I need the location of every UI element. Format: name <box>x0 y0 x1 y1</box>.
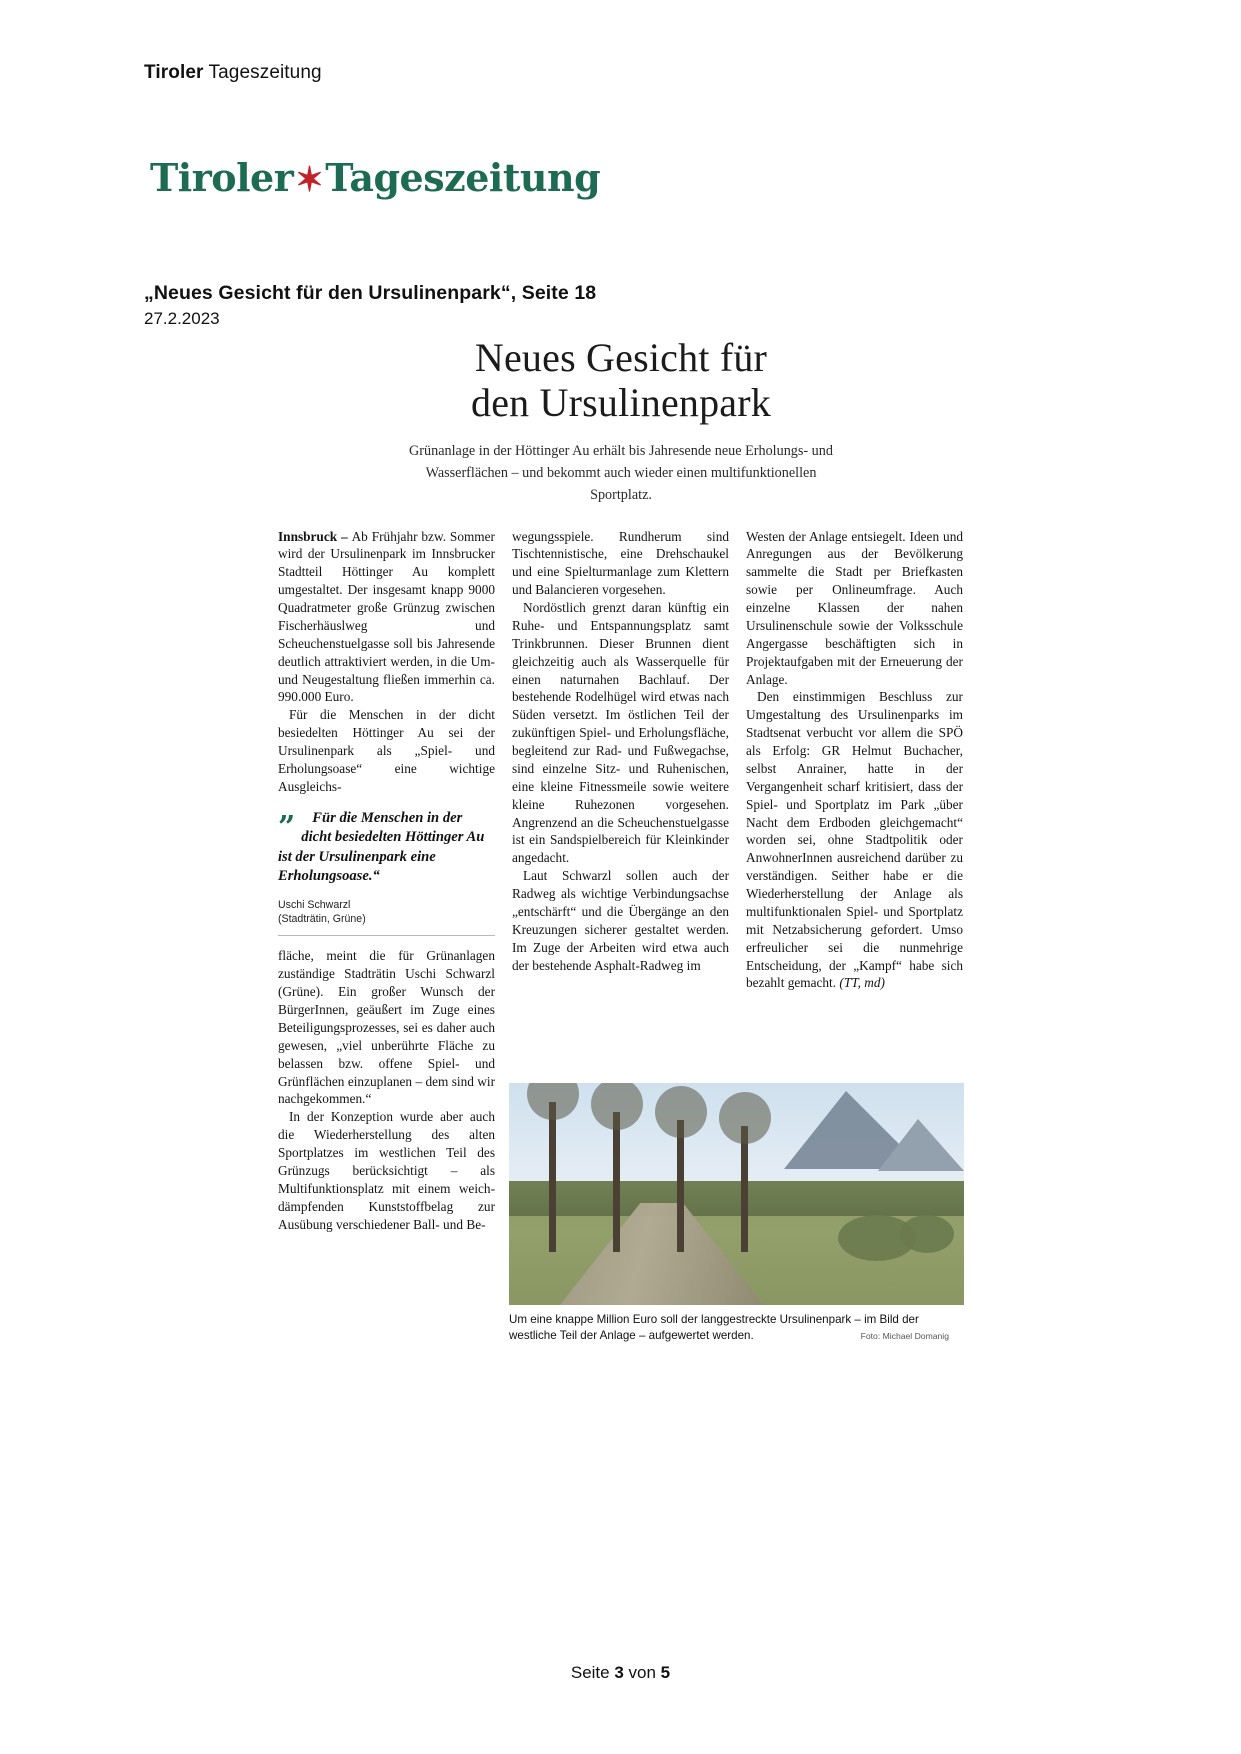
photo-caption <box>509 1312 949 1345</box>
pull-quote-role: (Stadträtin, Grüne) <box>278 912 366 925</box>
article-photo-block <box>509 1083 964 1345</box>
dateline: Innsbruck – <box>278 528 352 544</box>
article-column-3 <box>746 528 963 993</box>
photo-tree <box>677 1120 684 1252</box>
paragraph <box>278 528 495 707</box>
paragraph: Laut Schwarzl sollen auch der Radweg als wichtige Verbindungsachse „entschärft“ und die Übergänge an den Kreuzungen sicherer gestaltet werden. Im Zuge der Arbeiten wird etwa auch der bestehende Asphalt-Radweg im <box>512 868 729 973</box>
pull-quote-text: Für die Menschen in der dicht besiedelten Höttinger Au ist der Ursulinenpark eine Erholungsoase.“ <box>278 809 485 885</box>
footer-middle: von <box>623 1663 661 1682</box>
pull-quote-attribution <box>278 899 495 927</box>
pull-quote-author: Uschi Schwarzl <box>278 898 351 911</box>
photo-tree <box>741 1126 748 1252</box>
page-footer <box>0 1663 1241 1683</box>
document-header <box>144 62 322 84</box>
masthead-word-left: Tiroler <box>150 155 294 200</box>
paragraph: Für die Menschen in der dicht besiedelten Höttinger Au sei der Ursulinenpark als „Spiel- und Erholungsoase“ eine wichtige Ausgleichs- <box>278 707 495 794</box>
photo-mountain-secondary <box>878 1119 964 1171</box>
paragraph: In der Konzeption wurde aber auch die Wiederherstellung des alten Sportplatzes im westlichen Teil des Grünzugs berücksichtigt – als Multifunktionsplatz mit einem weich-dämpfenden Kunststoffbelag zur Ausübung verschiedener Ball- und Be- <box>278 1109 495 1232</box>
paragraph-text: Den einstimmigen Beschluss zur Umgestaltung des Ursulinenparks im Stadtsenat verbucht vor allem die SPÖ als Erfolg: GR Helmut Buchacher, selbst Anrainer, hatte in der Vergangenheit scharf kritisiert, dass der Spiel- und Sportplatz im Park „über Nacht dem Erdboden gleichgemacht“ worden sei, ohne Stadtpolitik oder AnwohnerInnen ausreichend darüber zu verständigen. Seither habe er die Wiederherstellung der Anlage als multifunktionalen Spiel- und Sportplatz mit Netzabsicherung gefordert. Umso erfreulicher sei die nunmehrige Entscheidung, der „Kampf“ habe sich bezahlt gemacht. <box>746 689 963 991</box>
article-headline <box>278 336 964 426</box>
masthead-logo <box>150 155 600 200</box>
photo-caption-text: Um eine knappe Million Euro soll der langgestreckte Ursulinenpark – im Bild der westliche Teil der Anlage – aufgewertet werden. <box>509 1313 919 1343</box>
headline-line-1: Neues Gesicht für <box>474 335 768 380</box>
park-photo <box>509 1083 964 1305</box>
article-subheadline: Grünanlage in der Höttinger Au erhält bis Jahresende neue Erholungs- und Wasserflächen – und bekommt auch wieder einen multifunktionellen Sportplatz. <box>409 442 833 503</box>
masthead-word-right: Tageszeitung <box>325 155 601 200</box>
quote-mark-icon: ” <box>278 809 296 845</box>
article-reference-title: „Neues Gesicht für den Ursulinenpark“, Seite 18 <box>144 282 597 304</box>
photo-credit: Foto: Michael Domanig <box>860 1331 949 1342</box>
paragraph: Nordöstlich grenzt daran künftig ein Ruhe- und Entspannungsplatz samt Trinkbrunnen. Dieser Brunnen dient gleichzeitig auch als Wasserquelle für einen naturnahen Bachlauf. Der bestehende Rodelhügel wird etwas nach Süden versetzt. Im östlichen Teil der zukünftigen Spiel- und Erholungsfläche, begleitend zur Rad- und Fußwegachse, sind einzelne Sitz- und Ruhenischen, eine kleine Fitnessmeile sowie weitere kleine Ruhezonen vorgesehen. Angrenzend an die Scheuchenstuelgasse ist ein Sandspielbereich für Kleinkinder angedacht. <box>512 600 729 866</box>
article-signature: (TT, md) <box>839 975 885 991</box>
footer-total-pages: 5 <box>660 1663 671 1682</box>
photo-bush <box>900 1215 954 1253</box>
article-column-1 <box>278 528 495 1234</box>
pull-quote <box>278 809 495 937</box>
article-column-2 <box>512 528 729 975</box>
header-brand-rest: Tageszeitung <box>203 62 322 83</box>
paragraph: wegungsspiele. Rundherum sind Tischtennistische, eine Drehschaukel und eine Spielturmanlage zum Klettern und Balancieren vorgesehen. <box>512 528 729 598</box>
footer-current-page: 3 <box>614 1663 624 1682</box>
article-reference-date: 27.2.2023 <box>144 309 220 328</box>
photo-tree <box>613 1112 620 1252</box>
paragraph <box>746 688 963 992</box>
paragraph: Westen der Anlage entsiegelt. Ideen und Anregungen aus der Bevölkerung sammelte die Stadt per Briefkasten sowie per Onlineumfrage. Auch einzelne Klassen der nahen Ursulinenschule sowie der Volksschule Angergasse beschäftigten sich in Projektaufgaben mit der Erneuerung der Anlage. <box>746 528 963 687</box>
paragraph-text: Ab Frühjahr bzw. Sommer wird der Ursulinenpark im Innsbrucker Stadtteil Höttinger Au komplett umgestaltet. Der insgesamt knapp 9000 Quadratmeter große Grünzug zwischen Fischerhäuslweg und Scheuchenstuelgasse soll bis Jahresende deutlich attraktiviert werden, in die Um- und Neugestaltung fließen immerhin ca. 990.000 Euro. <box>278 528 495 705</box>
photo-hedgerow <box>509 1181 964 1217</box>
headline-line-2: den Ursulinenpark <box>471 379 771 425</box>
paragraph: fläche, meint die für Grünanlagen zuständige Stadträtin Uschi Schwarzl (Grüne). Ein großer Wunsch der BürgerInnen, geäußert im Zuge eines Beteiligungsprozesses, sei es daher auch gewesen, „viel unberührte Fläche zu belassen bzw. offene Spiel- und Grünflächen einzuplanen – dem sind wir nachgekommen.“ <box>278 948 495 1107</box>
photo-tree <box>549 1102 556 1252</box>
eagle-icon: ✶ <box>295 159 324 200</box>
footer-prefix: Seite <box>570 1663 615 1682</box>
divider <box>278 935 495 936</box>
header-brand-bold: Tiroler <box>144 62 204 83</box>
